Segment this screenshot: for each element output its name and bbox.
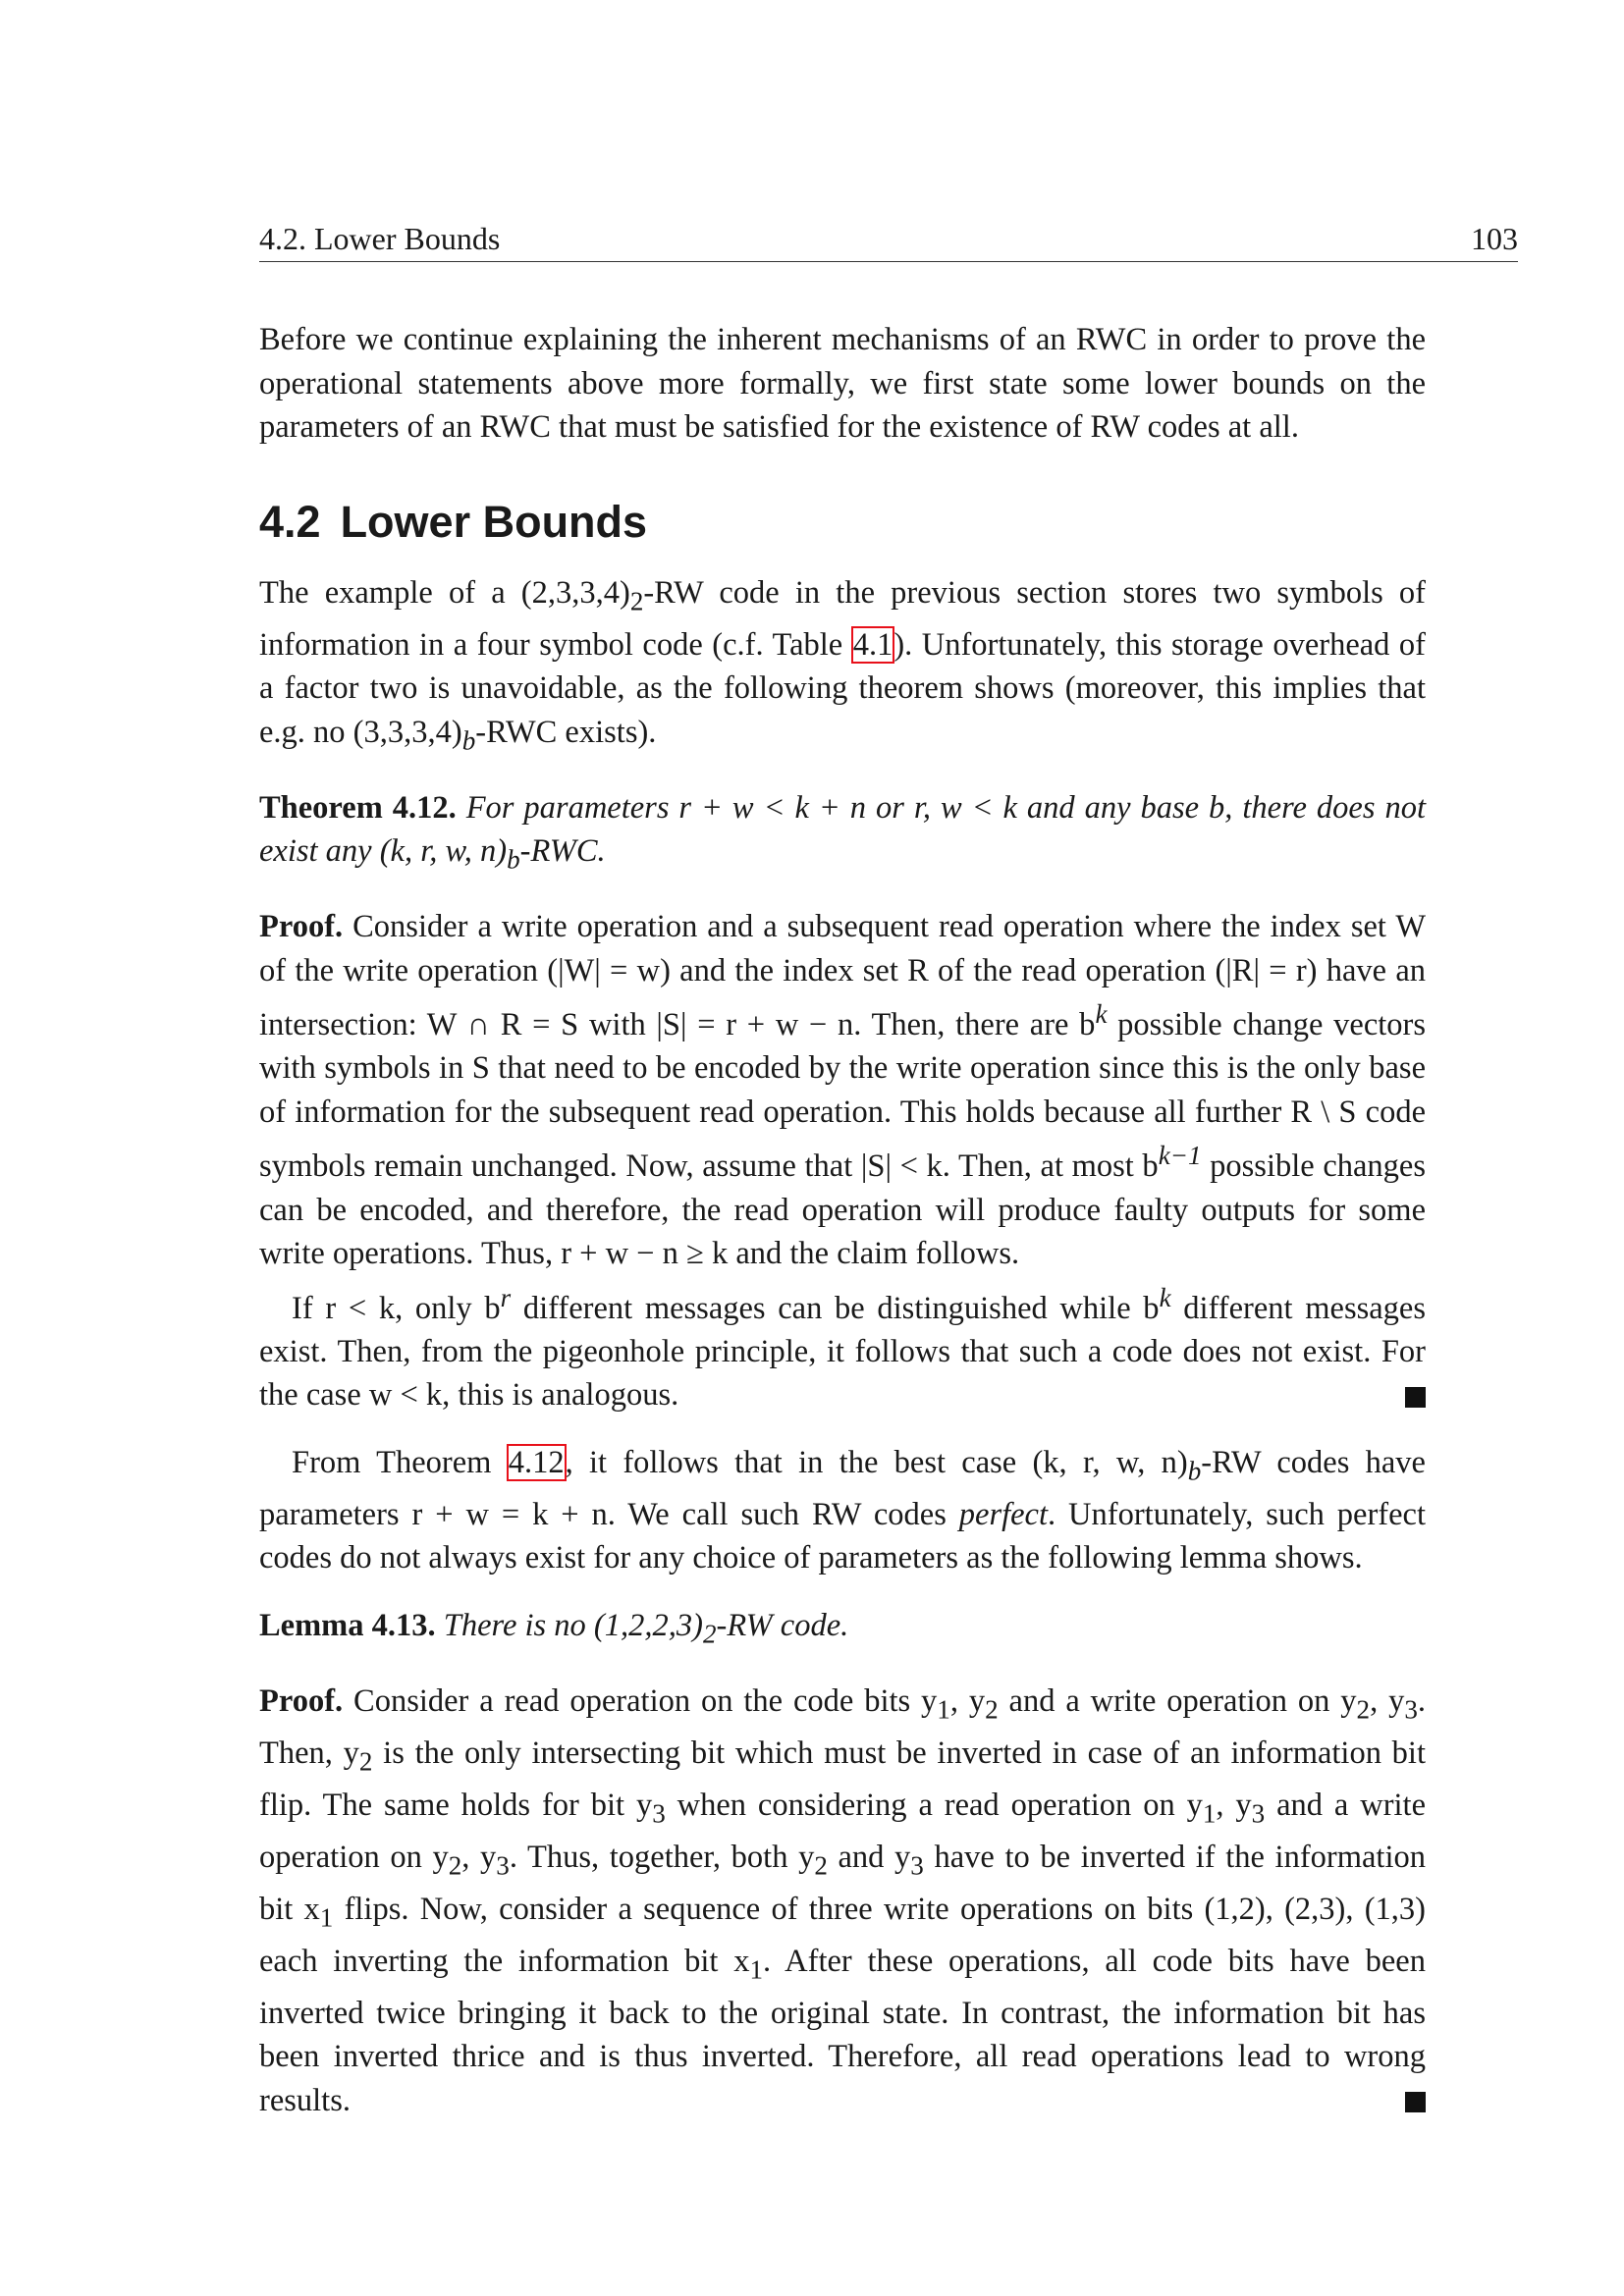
proof2-text: , y [461, 1839, 497, 1875]
para1-text-a: The example of a (2,3,3,4) [259, 574, 630, 611]
proof1-text-e: different messages can be distinguished while b [511, 1290, 1160, 1326]
proof1-superscript-d: k [1159, 1282, 1171, 1312]
para2-text-d: . Unfortunately, such perfect codes do not always exist for any choice of parameters as the following lemma shows. [259, 1496, 1426, 1576]
running-head-title: 4.2. Lower Bounds [259, 221, 501, 256]
proof1-text-a: Consider a write operation and a subsequent read operation where the index set W of the write operation (|W| = w) and the index set R of the read operation (|R| = r) have an intersection: W ∩ R = S with |S| = r + w − n. Then, there are b [259, 909, 1427, 1042]
proof2-subscript: 1 [319, 1902, 334, 1933]
proof2-text: have to be inverted if the information bit x [259, 1839, 1426, 1927]
theorem-text-b: -RWC. [519, 833, 606, 869]
body-text [259, 318, 1426, 2122]
qed-square-icon [1405, 1387, 1426, 1408]
theorem-text-a: For parameters r + w < k + n or r, w < k and any base b, there does not exist any (k, r, w, n) [259, 789, 1426, 869]
proof2-subscript: 3 [1404, 1694, 1418, 1725]
proof2-text: when considering a read operation on y [665, 1787, 1203, 1823]
proof-label: Proof. [259, 909, 344, 944]
proof2-text: , y [949, 1682, 986, 1719]
proof-paragraph-1 [259, 905, 1426, 1276]
proof1-superscript-b: k−1 [1158, 1141, 1202, 1171]
section-number: 4.2 [259, 496, 321, 547]
proof1-text-b: possible change vectors with symbols in S that need to be encoded by the write operation since this is the only base of information for the subsequent read operation. This holds because all further R \ S code symbols remain unchanged. Now, assume that |S| < k. Then, at most b [259, 1006, 1426, 1185]
proof2-text: and a write operation on y [998, 1682, 1357, 1719]
proof2-text: and y [827, 1839, 911, 1875]
proof-block-theorem [259, 905, 1426, 1417]
lemma-subscript: 2 [702, 1619, 717, 1649]
proof2-subscript: 2 [1356, 1694, 1371, 1725]
proof2-text: Consider a read operation on the code bits y [353, 1682, 938, 1719]
page-number: 103 [1471, 221, 1518, 256]
section-title: Lower Bounds [340, 496, 648, 547]
proof2-subscript: 1 [937, 1694, 950, 1725]
running-head [259, 216, 1518, 262]
proof2-text: . Then, y [259, 1682, 1427, 1771]
proof2-text: , y [1370, 1682, 1405, 1719]
proof1-text-f: different messages exist. Then, from the pigeonhole principle, it follows that such a code does not exist. For the case w < k, this is analogous. [259, 1290, 1426, 1414]
proof2-subscript: 2 [985, 1694, 999, 1725]
proof2-subscript: 2 [448, 1850, 462, 1881]
theorem-block [259, 786, 1426, 882]
proof-label: Proof. [259, 1682, 344, 1719]
proof2-text: . After these operations, all code bits have been inverted twice bringing it back to the original state. In contrast, the information bit has been inverted thrice and is thus inverted. Therefore, all read operations lead to wrong results. [259, 1943, 1426, 2118]
proof1-text-c: possible changes can be encoded, and therefore, the read operation will produce faulty outputs for some write operations. Thus, r + w − n ≥ k and the claim follows. [259, 1148, 1426, 1272]
para2-text-a: From Theorem [292, 1444, 508, 1480]
proof2-text: flips. Now, consider a sequence of three write operations on bits (1,2), (2,3), (1,3) each inverting the information bit x [259, 1891, 1426, 1979]
para1-subscript-a: 2 [629, 586, 644, 615]
proof2-text: . Thus, together, both y [509, 1839, 815, 1875]
proof1-text-d: If r < k, only b [292, 1290, 501, 1326]
proof2-subscript: 2 [814, 1850, 828, 1881]
para1-text-c: ). Unfortunately, this storage overhead of a factor two is unavoidable, as the following theorem shows (moreover, this implies that e.g. no (3,3,3,4) [259, 626, 1426, 750]
para1-subscript-b: b [461, 725, 476, 755]
proof2-subscript: 3 [910, 1850, 924, 1881]
qed-square-icon [1405, 2092, 1426, 2112]
proof1-superscript-c: r [500, 1282, 512, 1312]
proof2-subscript: 3 [652, 1798, 666, 1829]
theorem-label: Theorem 4.12. [259, 789, 457, 826]
proof2-subscript: 1 [749, 1954, 764, 1985]
proof2-subscript: 3 [1251, 1798, 1266, 1829]
section-heading [259, 493, 1426, 552]
table-reference-link[interactable]: 4.1 [852, 626, 893, 663]
para1-text-b: -RW code in the previous section stores two symbols of information in a four symbol code (c.f. Table [259, 574, 1426, 663]
para2-text-b: , it follows that in the best case (k, r, w, n) [565, 1444, 1188, 1480]
perfect-emphasis: perfect [958, 1496, 1049, 1532]
proof2-subscript: 3 [496, 1850, 510, 1881]
proof1-superscript-a: k [1095, 999, 1108, 1029]
proof2-subscript: 1 [1202, 1798, 1217, 1829]
proof2-text: , y [1216, 1787, 1252, 1823]
proof2-subscript: 2 [358, 1746, 373, 1777]
lemma-label: Lemma 4.13. [259, 1607, 436, 1643]
follow-up-paragraph [259, 1441, 1426, 1580]
intro-paragraph: Before we continue explaining the inherent mechanisms of an RWC in order to prove the operational statements above more formally, we first state some lower bounds on the parameters of an RWC that must be satisfied for the existence of RW codes at all. [259, 322, 1426, 445]
theorem-subscript: b [507, 844, 520, 875]
lemma-text-b: -RW code. [716, 1607, 849, 1643]
lemma-block [259, 1604, 1426, 1656]
proof2-text: is the only intersecting bit which must be inverted in case of an information bit flip. The same holds for bit y [259, 1735, 1426, 1823]
theorem-reference-link[interactable]: 4.12 [508, 1444, 565, 1480]
para2-subscript: b [1187, 1456, 1202, 1486]
para1-text-d: -RWC exists). [475, 714, 657, 750]
proof-paragraph-2 [259, 1276, 1426, 1417]
proof-block-lemma [259, 1680, 1426, 2123]
section-intro-paragraph [259, 571, 1426, 763]
lemma-text-a: There is no (1,2,2,3) [443, 1607, 703, 1643]
proof2-text: and a write operation on y [259, 1787, 1426, 1875]
para2-text-c: -RW codes have parameters r + w = k + n. We call such RW codes [259, 1444, 1426, 1532]
